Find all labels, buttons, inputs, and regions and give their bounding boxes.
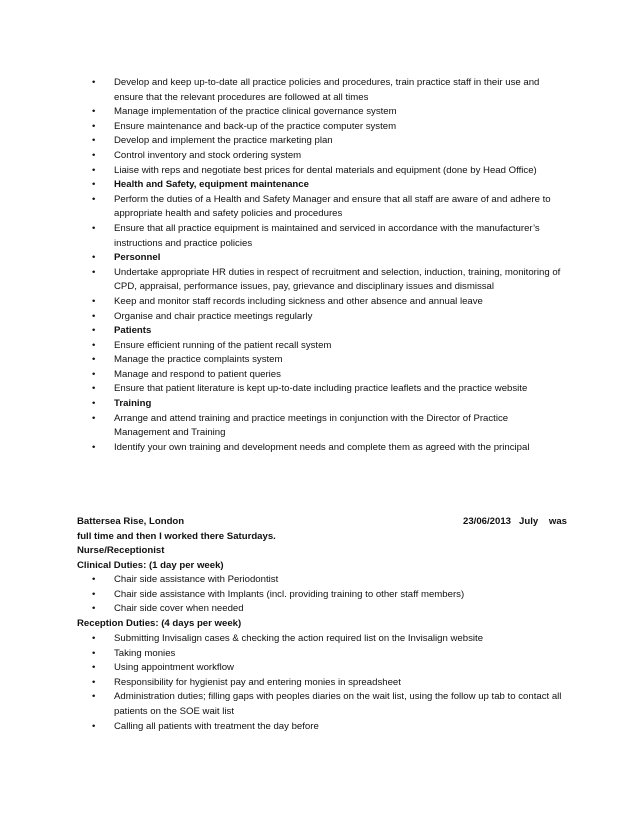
list-item-text: Control inventory and stock ordering system bbox=[114, 149, 302, 161]
clinical-duties-list bbox=[0, 573, 638, 617]
bullet-icon: • bbox=[92, 325, 96, 337]
list-item bbox=[0, 310, 564, 325]
bullet-icon: • bbox=[92, 662, 96, 674]
bullet-icon: • bbox=[92, 106, 96, 118]
list-item bbox=[0, 412, 564, 441]
list-item bbox=[0, 105, 564, 120]
list-item-text: Organise and chair practice meetings regularly bbox=[114, 310, 313, 322]
list-item-text: Chair side assistance with Implants (incl. providing training to other staff members) bbox=[114, 588, 465, 600]
list-item-text: Ensure efficient running of the patient recall system bbox=[114, 339, 332, 351]
list-item-text: Undertake appropriate HR duties in respect of recruitment and selection, induction, training, monitoring of CPD, appraisal, performance issues, pay, grievance and disciplinary issues and dismissal bbox=[114, 266, 561, 293]
job-title: Nurse/Receptionist bbox=[77, 545, 165, 557]
list-item bbox=[0, 339, 564, 354]
bullet-icon: • bbox=[92, 441, 96, 453]
bullet-icon: • bbox=[92, 574, 96, 585]
list-item-text: Ensure that patient literature is kept up-to-date including practice leaflets and the practice website bbox=[114, 383, 528, 395]
list-item bbox=[0, 149, 564, 164]
job-note: full time and then I worked there Saturdays. bbox=[77, 530, 276, 542]
bullet-icon: • bbox=[92, 676, 96, 688]
list-item bbox=[0, 324, 564, 339]
list-item-text: Patients bbox=[114, 325, 152, 337]
bullet-icon: • bbox=[92, 252, 96, 264]
bullet-icon: • bbox=[92, 339, 96, 351]
job-header bbox=[77, 515, 567, 573]
list-item bbox=[0, 573, 564, 588]
bullet-icon: • bbox=[92, 383, 96, 395]
list-item-text: Training bbox=[114, 398, 152, 410]
list-item-text: Taking monies bbox=[114, 647, 176, 659]
list-item bbox=[0, 222, 564, 251]
bullet-icon: • bbox=[92, 149, 96, 161]
list-item bbox=[0, 661, 564, 676]
bullet-icon: • bbox=[92, 603, 96, 615]
bullet-icon: • bbox=[92, 691, 96, 703]
bullet-icon: • bbox=[92, 588, 96, 600]
bullet-icon: • bbox=[92, 179, 96, 191]
list-item-text: Health and Safety, equipment maintenance bbox=[114, 179, 309, 191]
list-item bbox=[0, 193, 564, 222]
bullet-icon: • bbox=[92, 412, 96, 424]
list-item-text: Manage and respond to patient queries bbox=[114, 368, 281, 380]
reception-duties-list bbox=[0, 632, 638, 734]
bullet-icon: • bbox=[92, 368, 96, 380]
clinical-duties-heading: Clinical Duties: (1 day per week) bbox=[77, 559, 224, 571]
list-item bbox=[0, 295, 564, 310]
list-item-text: Manage implementation of the practice clinical governance system bbox=[114, 106, 397, 118]
list-item bbox=[0, 588, 564, 603]
duties-list bbox=[0, 76, 638, 455]
bullet-icon: • bbox=[92, 135, 96, 147]
list-item-text: Ensure that all practice equipment is maintained and serviced in accordance with the manufacturer’s instructions and practice policies bbox=[114, 222, 540, 249]
list-item bbox=[0, 178, 564, 193]
list-item bbox=[0, 368, 564, 383]
bullet-icon: • bbox=[92, 193, 96, 205]
list-item-text: Administration duties; filling gaps with peoples diaries on the wait list, using the follow up tab to contact all patients on the SOE wait list bbox=[114, 691, 562, 717]
list-item-text: Ensure maintenance and back-up of the practice computer system bbox=[114, 120, 397, 132]
list-item-text: Chair side cover when needed bbox=[114, 603, 244, 615]
list-item bbox=[0, 647, 564, 662]
list-item bbox=[0, 353, 564, 368]
list-item bbox=[0, 602, 564, 617]
list-item bbox=[0, 164, 564, 179]
list-item bbox=[0, 690, 564, 719]
list-item-text: Calling all patients with treatment the day before bbox=[114, 720, 319, 732]
list-item-text: Arrange and attend training and practice meetings in conjunction with the Director of Practice Management and Training bbox=[114, 412, 509, 439]
job-location-row bbox=[77, 515, 567, 530]
list-item-text: Liaise with reps and negotiate best prices for dental materials and equipment (done by Head Office) bbox=[114, 164, 537, 176]
list-item-text: Using appointment workflow bbox=[114, 662, 234, 674]
list-item-text: Manage the practice complaints system bbox=[114, 354, 283, 366]
bullet-icon: • bbox=[92, 633, 96, 644]
list-item bbox=[0, 76, 564, 105]
list-item bbox=[0, 251, 564, 266]
list-item-text: Develop and keep up-to-date all practice policies and procedures, train practice staff in their use and ensure that the relevant procedures are followed at all times bbox=[114, 77, 540, 103]
list-item bbox=[0, 266, 564, 295]
bullet-icon: • bbox=[92, 222, 96, 234]
bullet-icon: • bbox=[92, 266, 96, 278]
list-item bbox=[0, 676, 564, 691]
list-item bbox=[0, 382, 564, 397]
list-item-text: Responsibility for hygienist pay and entering monies in spreadsheet bbox=[114, 676, 401, 688]
list-item-text: Chair side assistance with Periodontist bbox=[114, 574, 279, 585]
bullet-icon: • bbox=[92, 310, 96, 322]
list-item bbox=[0, 134, 564, 149]
list-item-text: Perform the duties of a Health and Safety Manager and ensure that all staff are aware of and adhere to appropriate health and safety policies and procedures bbox=[114, 193, 551, 220]
bullet-icon: • bbox=[92, 77, 96, 88]
list-item bbox=[0, 120, 564, 135]
bullet-icon: • bbox=[92, 720, 96, 732]
list-item-text: Personnel bbox=[114, 252, 161, 264]
bullet-icon: • bbox=[92, 354, 96, 366]
bullet-icon: • bbox=[92, 164, 96, 176]
list-item-text: Submitting Invisalign cases & checking the action required list on the Invisalign website bbox=[114, 633, 484, 644]
list-item-text: Keep and monitor staff records including sickness and other absence and annual leave bbox=[114, 295, 483, 307]
list-item bbox=[0, 720, 564, 735]
list-item-text: Identify your own training and development needs and complete them as agreed with the principal bbox=[114, 441, 530, 453]
job-location: Battersea Rise, London bbox=[77, 516, 185, 527]
list-item bbox=[0, 397, 564, 412]
bullet-icon: • bbox=[92, 398, 96, 410]
bullet-icon: • bbox=[92, 647, 96, 659]
list-item-text: Develop and implement the practice marketing plan bbox=[114, 135, 333, 147]
list-item bbox=[0, 632, 564, 647]
list-item bbox=[0, 441, 564, 456]
bullet-icon: • bbox=[92, 295, 96, 307]
reception-duties-heading: Reception Duties: (4 days per week) bbox=[77, 618, 242, 629]
job-dates: 23/06/2013 July was bbox=[462, 516, 567, 527]
bullet-icon: • bbox=[92, 120, 96, 132]
